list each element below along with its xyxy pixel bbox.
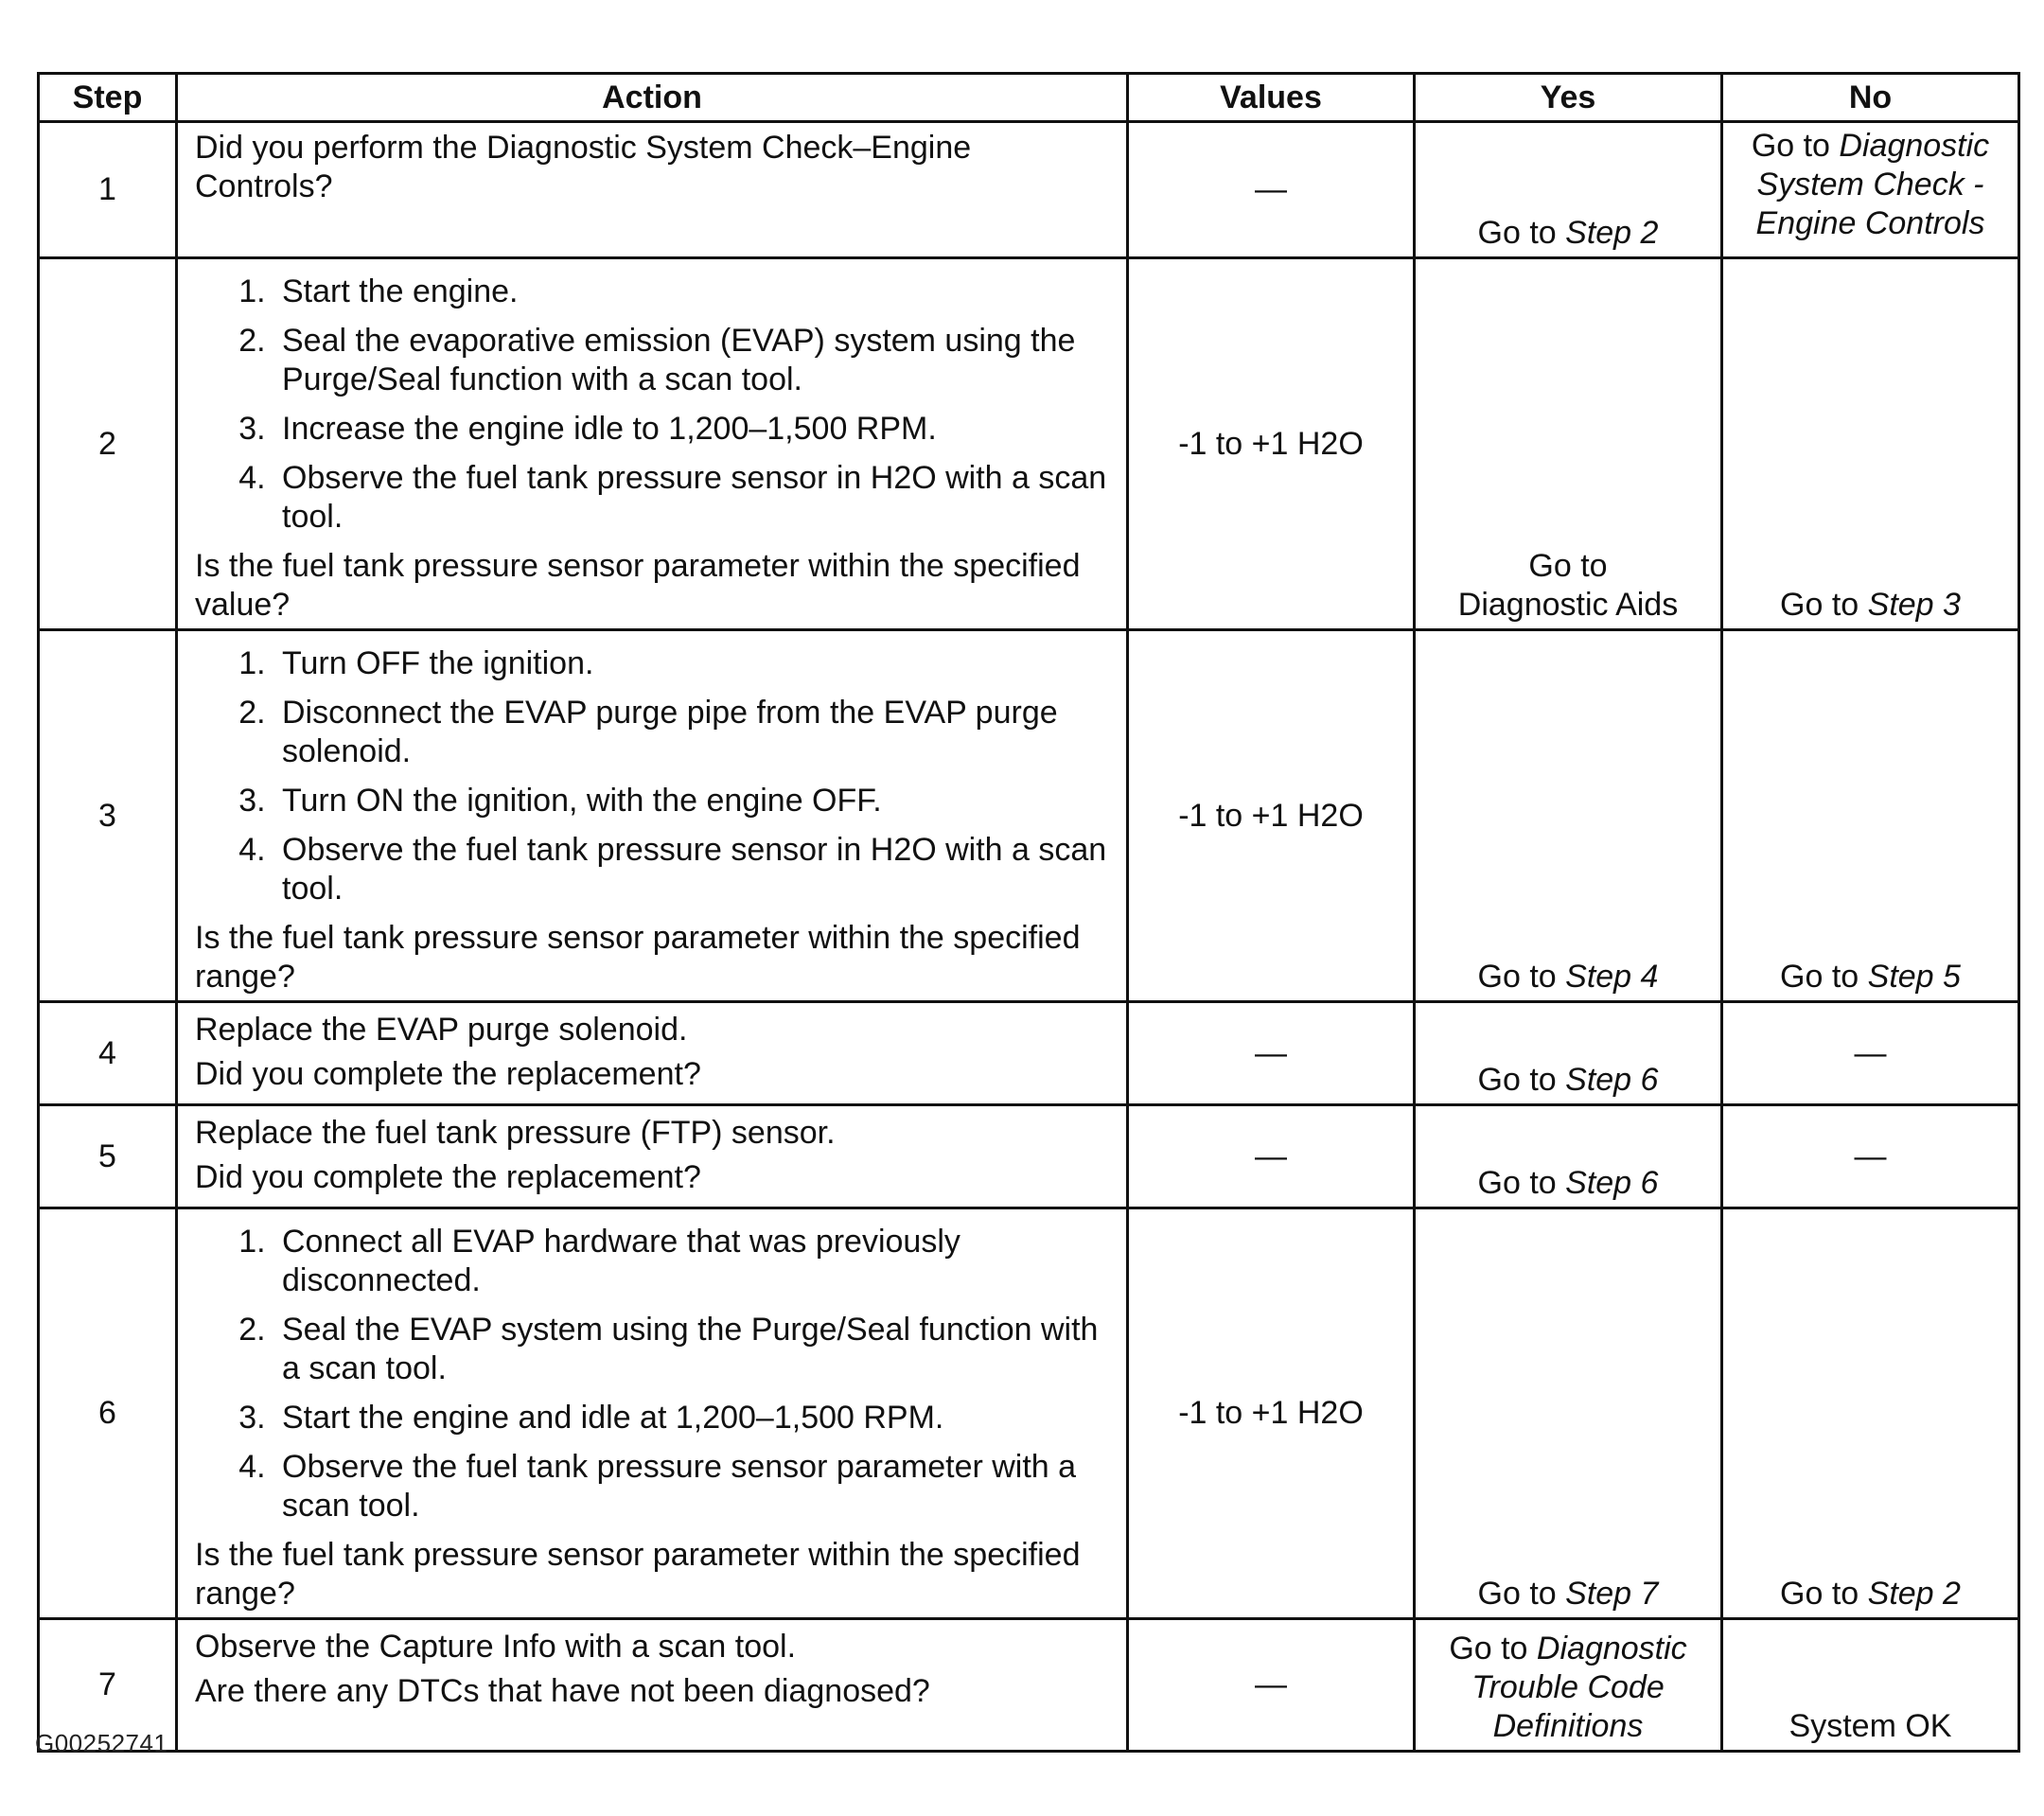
action-question: Did you complete the replacement?	[195, 1056, 701, 1092]
yes-ref: Step 6	[1565, 1165, 1659, 1201]
header-row	[39, 74, 2019, 122]
yes-ref: Diagnostic Aids	[1457, 587, 1679, 623]
no-prefix: Go to	[1780, 587, 1868, 623]
yes-ref: Step 2	[1565, 215, 1659, 251]
figure-id: G00252741	[35, 1729, 168, 1757]
header-action: Action	[177, 74, 1128, 122]
no-prefix: Go to	[1780, 1576, 1868, 1612]
step-number: 7	[39, 1619, 177, 1752]
step-number: 2	[39, 258, 177, 630]
action-step-item: 1. Turn OFF the ignition.	[274, 644, 1113, 683]
value-cell: -1 to +1 H2O	[1128, 258, 1415, 630]
action-steps	[195, 644, 1113, 908]
action-cell	[177, 1105, 1128, 1208]
yes-prefix: Go to	[1528, 548, 1608, 584]
value-cell: -1 to +1 H2O	[1128, 630, 1415, 1002]
header-step: Step	[39, 74, 177, 122]
action-line: Replace the fuel tank pressure (FTP) sensor.	[195, 1115, 836, 1151]
no-cell: —	[1722, 1105, 2019, 1208]
action-cell	[177, 1619, 1128, 1752]
action-step-item: 3. Turn ON the ignition, with the engine OFF.	[274, 782, 1113, 820]
action-cell	[177, 1208, 1128, 1619]
step-number: 4	[39, 1002, 177, 1105]
action-step-item: 4. Observe the fuel tank pressure sensor in H2O with a scan tool.	[274, 831, 1113, 908]
yes-cell	[1415, 1619, 1722, 1752]
table-row	[39, 122, 2019, 258]
no-cell	[1722, 1208, 2019, 1619]
action-line: Observe the Capture Info with a scan tool.	[195, 1629, 797, 1665]
yes-prefix: Go to	[1477, 959, 1566, 995]
yes-prefix: Go to	[1449, 1631, 1537, 1666]
value-cell: —	[1128, 122, 1415, 258]
yes-cell	[1415, 1105, 1722, 1208]
yes-ref: Step 4	[1565, 959, 1659, 995]
action-cell	[177, 1002, 1128, 1105]
no-ref: Step 2	[1867, 1576, 1961, 1612]
yes-cell	[1415, 122, 1722, 258]
diagnostic-table	[37, 72, 2020, 1753]
no-ref: Step 3	[1867, 587, 1961, 623]
no-cell: System OK	[1722, 1619, 2019, 1752]
no-cell	[1722, 258, 2019, 630]
action-step-item: 1. Start the engine.	[274, 273, 1113, 311]
yes-prefix: Go to	[1477, 1165, 1566, 1201]
action-cell	[177, 630, 1128, 1002]
yes-prefix: Go to	[1477, 215, 1566, 251]
table-row	[39, 1002, 2019, 1105]
action-cell	[177, 258, 1128, 630]
action-question: Is the fuel tank pressure sensor parameter within the specified range?	[195, 1537, 1081, 1612]
step-number: 3	[39, 630, 177, 1002]
action-step-item: 3. Increase the engine idle to 1,200–1,500 RPM.	[274, 410, 1113, 449]
action-question: Did you complete the replacement?	[195, 1159, 701, 1195]
action-step-item: 2. Seal the evaporative emission (EVAP) system using the Purge/Seal function with a scan tool.	[274, 322, 1113, 399]
action-question: Is the fuel tank pressure sensor parameter within the specified value?	[195, 548, 1081, 623]
no-cell	[1722, 630, 2019, 1002]
yes-ref: Diagnostic Trouble Code Definitions	[1471, 1631, 1687, 1744]
table-row	[39, 1619, 2019, 1752]
action-step-item: 3. Start the engine and idle at 1,200–1,500 RPM.	[274, 1399, 1113, 1437]
value-cell: —	[1128, 1619, 1415, 1752]
action-step-item: 4. Observe the fuel tank pressure sensor parameter with a scan tool.	[274, 1448, 1113, 1525]
yes-ref: Step 6	[1565, 1062, 1659, 1098]
no-cell: —	[1722, 1002, 2019, 1105]
action-steps	[195, 1223, 1113, 1525]
step-number: 1	[39, 122, 177, 258]
yes-prefix: Go to	[1477, 1576, 1566, 1612]
table-row	[39, 258, 2019, 630]
action-cell	[177, 122, 1128, 258]
action-step-item: 2. Seal the EVAP system using the Purge/Seal function with a scan tool.	[274, 1311, 1113, 1388]
action-step-item: 4. Observe the fuel tank pressure sensor in H2O with a scan tool.	[274, 459, 1113, 537]
step-number: 6	[39, 1208, 177, 1619]
header-no: No	[1722, 74, 2019, 122]
value-cell: -1 to +1 H2O	[1128, 1208, 1415, 1619]
table-row	[39, 630, 2019, 1002]
yes-prefix: Go to	[1477, 1062, 1566, 1098]
action-line: Replace the EVAP purge solenoid.	[195, 1012, 688, 1048]
no-cell	[1722, 122, 2019, 258]
yes-cell	[1415, 1002, 1722, 1105]
value-cell: —	[1128, 1002, 1415, 1105]
step-number: 5	[39, 1105, 177, 1208]
header-values: Values	[1128, 74, 1415, 122]
action-question: Are there any DTCs that have not been diagnosed?	[195, 1673, 930, 1709]
table-row	[39, 1208, 2019, 1619]
action-question: Did you perform the Diagnostic System Check–Engine Controls?	[195, 130, 972, 204]
no-ref: Step 5	[1867, 959, 1961, 995]
table-row	[39, 1105, 2019, 1208]
yes-ref: Step 7	[1565, 1576, 1659, 1612]
header-yes: Yes	[1415, 74, 1722, 122]
yes-cell	[1415, 1208, 1722, 1619]
no-ref: Diagnostic System Check - Engine Controls	[1755, 128, 1990, 241]
action-question: Is the fuel tank pressure sensor parameter within the specified range?	[195, 920, 1081, 995]
action-step-item: 1. Connect all EVAP hardware that was previously disconnected.	[274, 1223, 1113, 1300]
yes-cell	[1415, 630, 1722, 1002]
no-prefix: Go to	[1780, 959, 1868, 995]
no-prefix: Go to	[1751, 128, 1840, 164]
value-cell: —	[1128, 1105, 1415, 1208]
yes-cell	[1415, 258, 1722, 630]
action-steps	[195, 273, 1113, 537]
action-step-item: 2. Disconnect the EVAP purge pipe from the EVAP purge solenoid.	[274, 694, 1113, 771]
